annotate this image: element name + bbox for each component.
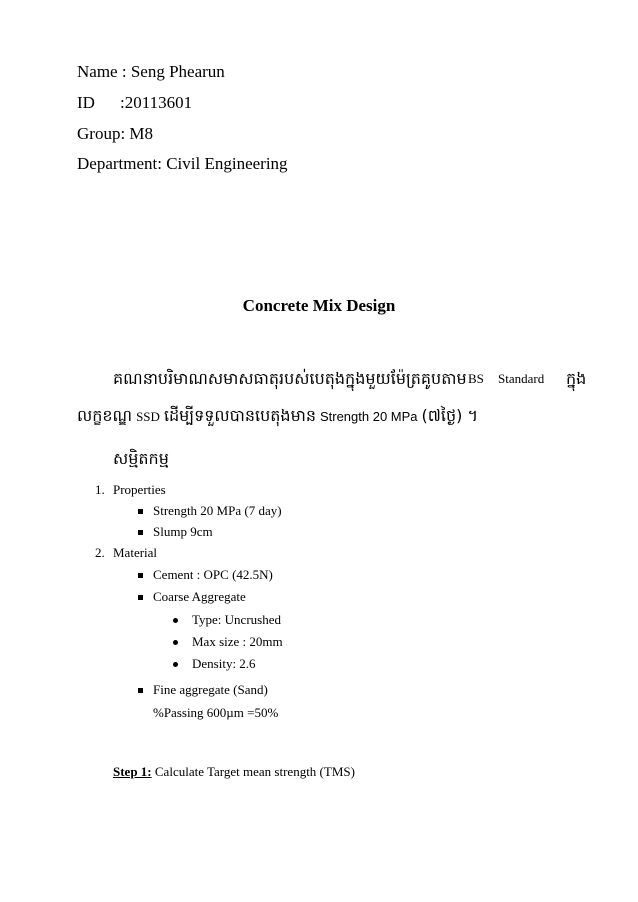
student-id-label: ID [77, 93, 95, 112]
intro-line-2 [77, 405, 478, 429]
student-name: Name : Seng Phearun [77, 62, 225, 81]
intro-standard: Standard [498, 371, 545, 386]
list-item: Max size : 20mm [192, 634, 283, 649]
list-item: Density: 2.6 [192, 656, 256, 671]
list-label-material: Material [113, 545, 158, 560]
round-bullet-icon [173, 662, 178, 667]
intro-line-1 [113, 368, 467, 392]
square-bullet-icon [138, 688, 143, 693]
list-label-properties: Properties [113, 482, 166, 497]
step-1-text: Calculate Target mean strength (TMS) [151, 764, 355, 779]
list-number-2: 2. [95, 545, 105, 560]
intro-line2-mid: ដើម្បីទទួលបានបេតុងមាន [163, 406, 316, 425]
document-title: Concrete Mix Design [242, 296, 396, 315]
list-number-1: 1. [95, 482, 105, 497]
step-1 [113, 764, 355, 780]
round-bullet-icon [173, 618, 178, 623]
list-item: Slump 9cm [153, 524, 213, 539]
step-1-label: Step 1: [113, 764, 152, 779]
intro-line1-end: ក្នុង [566, 369, 587, 388]
square-bullet-icon [138, 509, 143, 514]
student-department: Department: Civil Engineering [77, 154, 288, 173]
square-bullet-icon [138, 573, 143, 578]
list-item: Fine aggregate (Sand) [153, 682, 268, 697]
list-item: Type: Uncrushed [192, 612, 281, 627]
intro-ssd: SSD [136, 409, 160, 424]
intro-bs: BS [468, 371, 484, 386]
intro-line1-khmer: គណនាបរិមាណសមាសធាតុរបស់បេតុងក្នុងមួយម៉ែត្រគូបតាម [113, 369, 467, 388]
intro-strength: Strength 20 MPa [319, 409, 418, 424]
list-item: Cement : OPC (42.5N) [153, 567, 273, 582]
intro-line2-tail: (៧ថ្ងៃ) ។ [421, 406, 479, 425]
square-bullet-icon [138, 530, 143, 535]
round-bullet-icon [173, 640, 178, 645]
list-item: Coarse Aggregate [153, 589, 246, 604]
fine-passing-text: %Passing 600µm =50% [153, 705, 279, 720]
student-group: Group: M8 [77, 124, 154, 143]
student-id-value: :20113601 [120, 93, 193, 112]
assumption-heading: សម្មិតកម្ម [113, 449, 169, 468]
list-item: Strength 20 MPa (7 day) [153, 503, 282, 518]
square-bullet-icon [138, 595, 143, 600]
intro-line2-khmer: លក្ខខណ្ឌ [77, 406, 133, 425]
